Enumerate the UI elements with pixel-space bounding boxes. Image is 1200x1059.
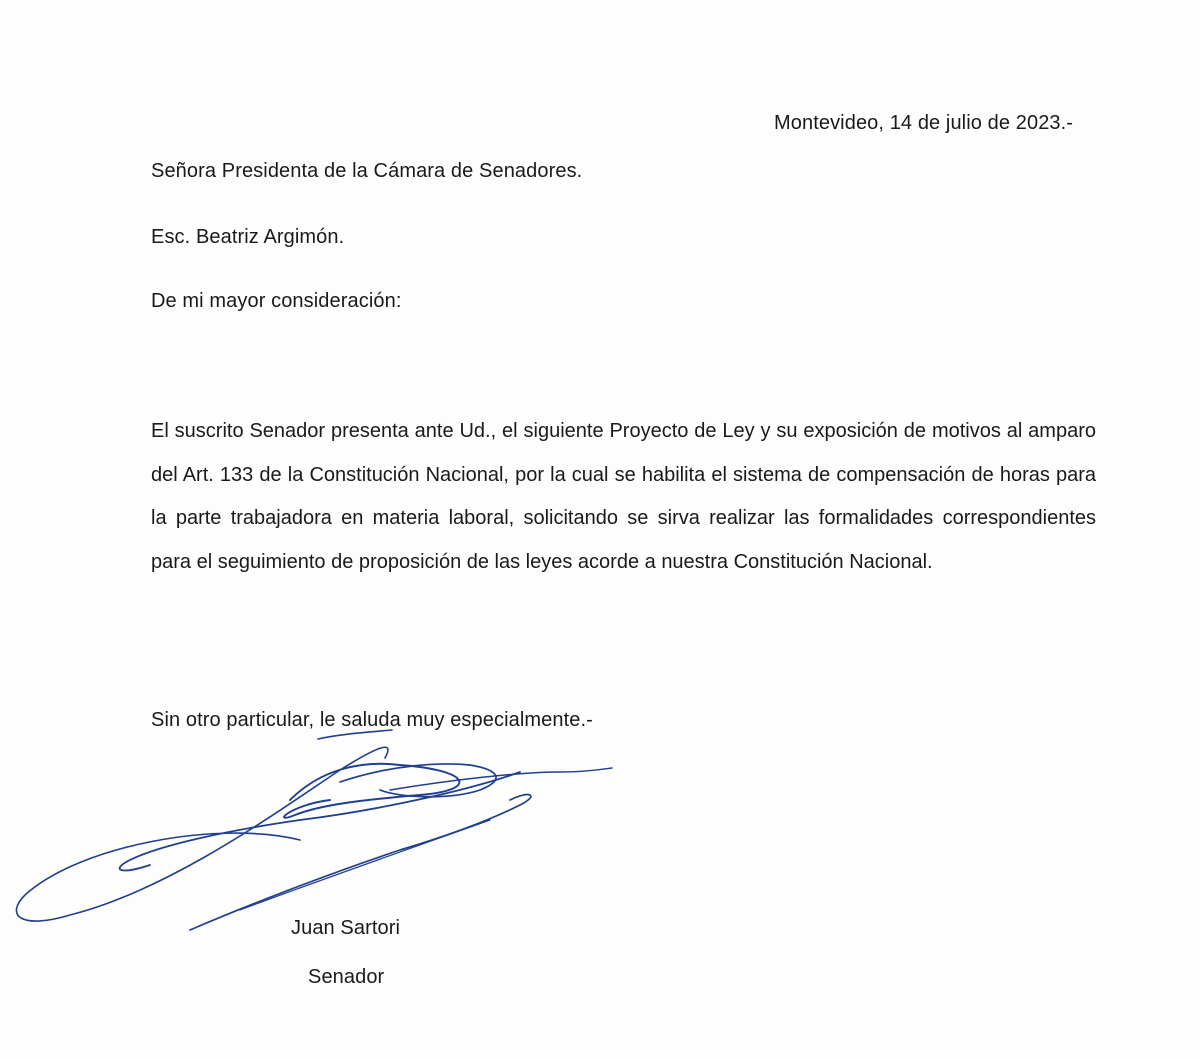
letter-body: El suscrito Senador presenta ante Ud., el siguiente Proyecto de Ley y su exposición de motivos al amparo del Art. 133 de la Constitución Nacional, por la cual se habilita el sistema de compensación de horas para la parte trabajadora en materia laboral, solicitando se sirva realizar las formalidades correspondientes para el seguimiento de proposición de las leyes acorde a nuestra Constitución Nacional. bbox=[151, 420, 1096, 574]
signer-title: Senador bbox=[308, 966, 385, 988]
letter-greeting: De mi mayor consideración: bbox=[151, 290, 402, 312]
signer-name: Juan Sartori bbox=[291, 917, 401, 939]
letter-date: Montevideo, 14 de julio de 2023.- bbox=[774, 112, 1074, 134]
letter-closing: Sin otro particular, le saluda muy especialmente.- bbox=[151, 709, 593, 731]
letter-addressee-name: Esc. Beatriz Argimón. bbox=[151, 226, 345, 248]
letter-addressee: Señora Presidenta de la Cámara de Senadores. bbox=[151, 160, 583, 182]
